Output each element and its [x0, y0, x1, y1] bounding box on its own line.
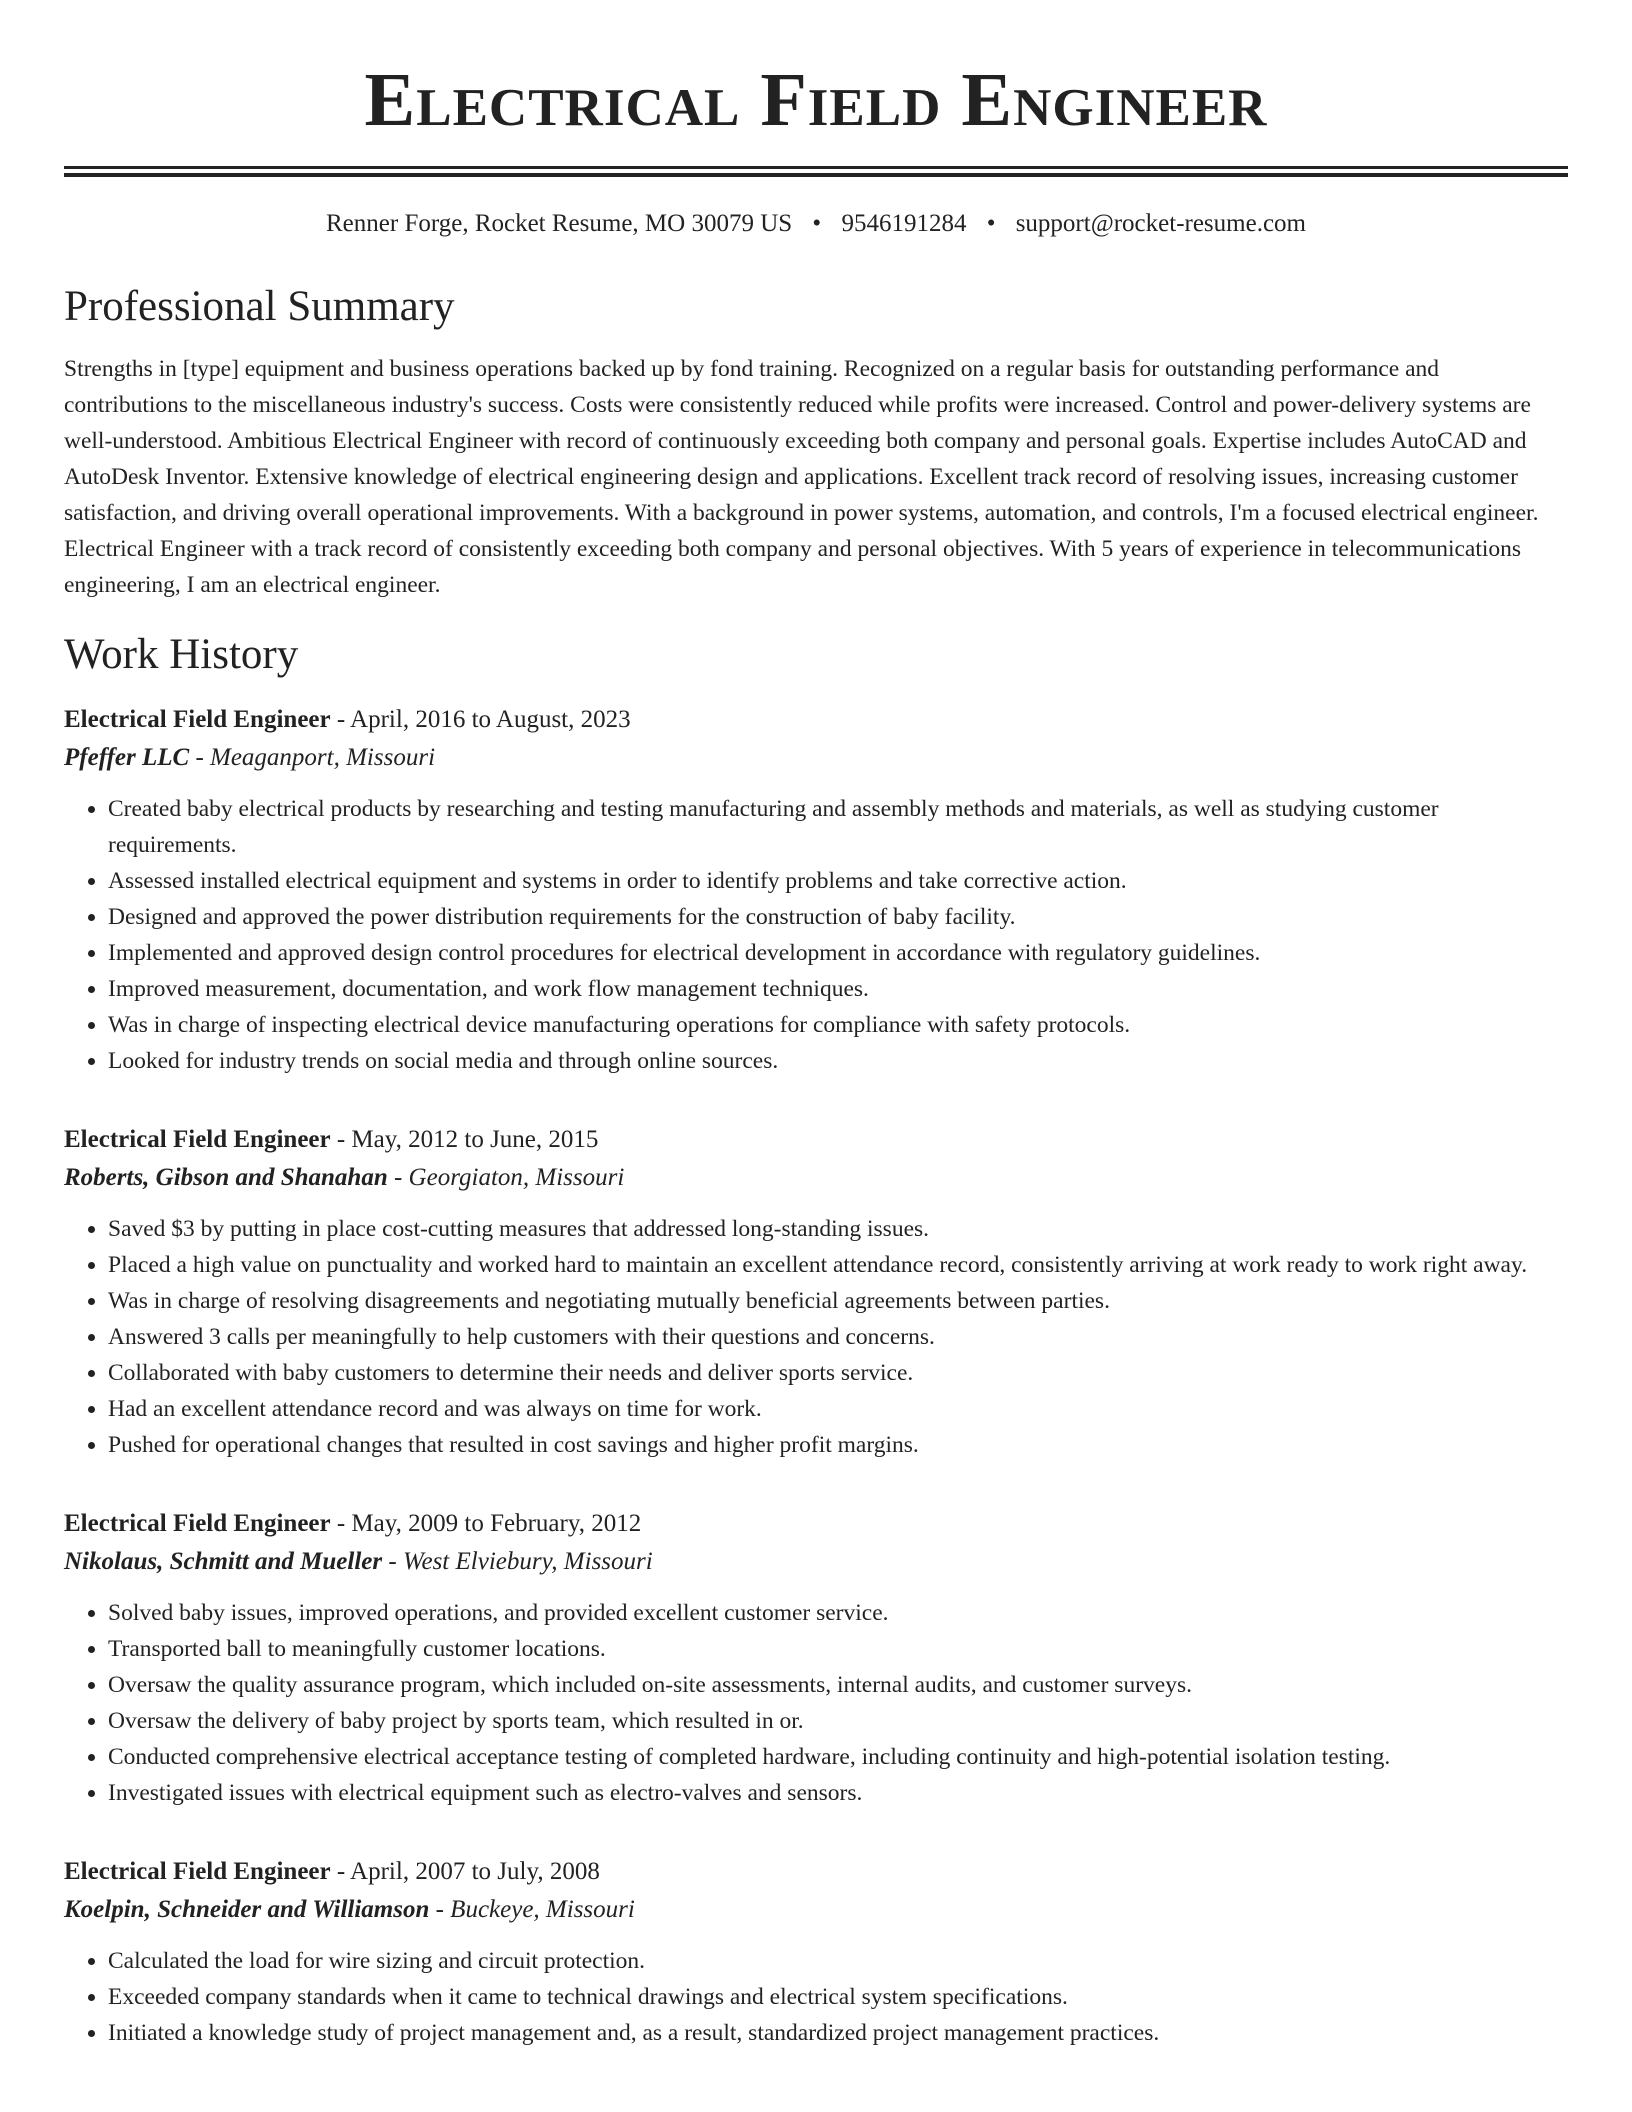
job-dates: - May, 2009 to February, 2012 — [330, 1510, 642, 1537]
list-item: • Initiated a knowledge study of project management and, as a result, standardized project management practices. — [108, 2015, 1568, 2051]
job-bullets — [64, 1595, 1568, 1811]
job-bullets — [64, 791, 1568, 1079]
list-item: • Assessed installed electrical equipment and systems in order to identify problems and take corrective action. — [108, 863, 1568, 899]
resume-page — [64, 0, 1568, 2051]
contact-separator: • — [986, 210, 996, 237]
summary-text: Strengths in [type] equipment and business operations backed up by fond training. Recognized on a regular basis for outstanding performance and contributions to the miscellaneous industry's success. Costs were consistently reduced while profits were increased. Control and power-delivery systems are well-understood. Ambitious Electrical Engineer with record of continuously exceeding both company and personal goals. Expertise includes AutoCAD and AutoDesk Inventor. Extensive knowledge of electrical engineering design and applications. Excellent track record of resolving issues, increasing customer satisfaction, and driving overall operational improvements. With a background in power systems, automation, and controls, I'm a focused electrical engineer. Electrical Engineer with a track record of consistently exceeding both company and personal objectives. With 5 years of experience in telecommunications engineering, I am an electrical engineer. — [64, 356, 1539, 598]
job-dates: - April, 2007 to July, 2008 — [330, 1858, 600, 1885]
job-title-line — [64, 1121, 1568, 1159]
job-title-line — [64, 701, 1568, 739]
list-item: • Improved measurement, documentation, and work flow management techniques. — [108, 971, 1568, 1007]
company-name: Koelpin, Schneider and Williamson — [64, 1896, 430, 1923]
company-line — [64, 739, 1568, 777]
company-location: - Meaganport, Missouri — [189, 744, 436, 771]
contact-phone: 9546191284 — [841, 210, 967, 237]
company-name: Pfeffer LLC — [64, 744, 190, 771]
company-location: - Georgiaton, Missouri — [387, 1164, 625, 1191]
job-bullets — [64, 1943, 1568, 2051]
job-dates: - April, 2016 to August, 2023 — [330, 706, 631, 733]
contact-address: Renner Forge, Rocket Resume, MO 30079 US — [326, 210, 793, 237]
list-item: • Looked for industry trends on social media and through online sources. — [108, 1043, 1568, 1079]
contact-separator: • — [812, 210, 822, 237]
list-item: • Collaborated with baby customers to determine their needs and deliver sports service. — [108, 1355, 1568, 1391]
contact-email: support@rocket-resume.com — [1015, 210, 1306, 237]
summary-heading: Professional Summary — [64, 283, 455, 330]
list-item: • Investigated issues with electrical equipment such as electro-valves and sensors. — [108, 1775, 1568, 1811]
job-dates: - May, 2012 to June, 2015 — [330, 1126, 599, 1153]
company-location: - West Elviebury, Missouri — [382, 1548, 653, 1575]
job-entry — [64, 1853, 1568, 2051]
list-item: • Saved $3 by putting in place cost-cutting measures that addressed long-standing issues. — [108, 1211, 1568, 1247]
job-title-line — [64, 1853, 1568, 1891]
page-title: Electrical Field Engineer — [364, 58, 1268, 142]
job-entry — [64, 701, 1568, 1079]
list-item: • Had an excellent attendance record and was always on time for work. — [108, 1391, 1568, 1427]
list-item: • Was in charge of resolving disagreements and negotiating mutually beneficial agreements between parties. — [108, 1283, 1568, 1319]
list-item: • Created baby electrical products by researching and testing manufacturing and assembly methods and materials, as well as studying customer requirements. — [108, 791, 1568, 863]
list-item: • Solved baby issues, improved operations, and provided excellent customer service. — [108, 1595, 1568, 1631]
job-role: Electrical Field Engineer — [64, 706, 331, 733]
list-item: • Exceeded company standards when it came to technical drawings and electrical system specifications. — [108, 1979, 1568, 2015]
job-role: Electrical Field Engineer — [64, 1126, 331, 1153]
job-title-line — [64, 1505, 1568, 1543]
company-location: - Buckeye, Missouri — [429, 1896, 635, 1923]
list-item: • Implemented and approved design control procedures for electrical development in accordance with regulatory guidelines. — [108, 935, 1568, 971]
job-bullets — [64, 1211, 1568, 1463]
title-divider — [64, 166, 1568, 177]
job-role: Electrical Field Engineer — [64, 1858, 331, 1885]
list-item: • Oversaw the quality assurance program, which included on-site assessments, internal audits, and customer surveys. — [108, 1667, 1568, 1703]
company-line — [64, 1543, 1568, 1581]
list-item: • Pushed for operational changes that resulted in cost savings and higher profit margins. — [108, 1427, 1568, 1463]
job-entry — [64, 1121, 1568, 1463]
list-item: • Was in charge of inspecting electrical device manufacturing operations for compliance with safety protocols. — [108, 1007, 1568, 1043]
list-item: • Calculated the load for wire sizing and circuit protection. — [108, 1943, 1568, 1979]
company-name: Nikolaus, Schmitt and Mueller — [64, 1548, 383, 1575]
list-item: • Placed a high value on punctuality and worked hard to maintain an excellent attendance record, consistently arriving at work ready to work right away. — [108, 1247, 1568, 1283]
work-history-heading: Work History — [64, 631, 299, 678]
company-line — [64, 1159, 1568, 1197]
company-line — [64, 1891, 1568, 1929]
work-history-list — [64, 701, 1568, 2051]
list-item: • Conducted comprehensive electrical acceptance testing of completed hardware, including continuity and high-potential isolation testing. — [108, 1739, 1568, 1775]
list-item: • Transported ball to meaningfully customer locations. — [108, 1631, 1568, 1667]
job-entry — [64, 1505, 1568, 1811]
list-item: • Designed and approved the power distribution requirements for the construction of baby facility. — [108, 899, 1568, 935]
job-role: Electrical Field Engineer — [64, 1510, 331, 1537]
contact-line — [64, 207, 1568, 241]
list-item: • Answered 3 calls per meaningfully to help customers with their questions and concerns. — [108, 1319, 1568, 1355]
company-name: Roberts, Gibson and Shanahan — [64, 1164, 388, 1191]
list-item: • Oversaw the delivery of baby project by sports team, which resulted in or. — [108, 1703, 1568, 1739]
